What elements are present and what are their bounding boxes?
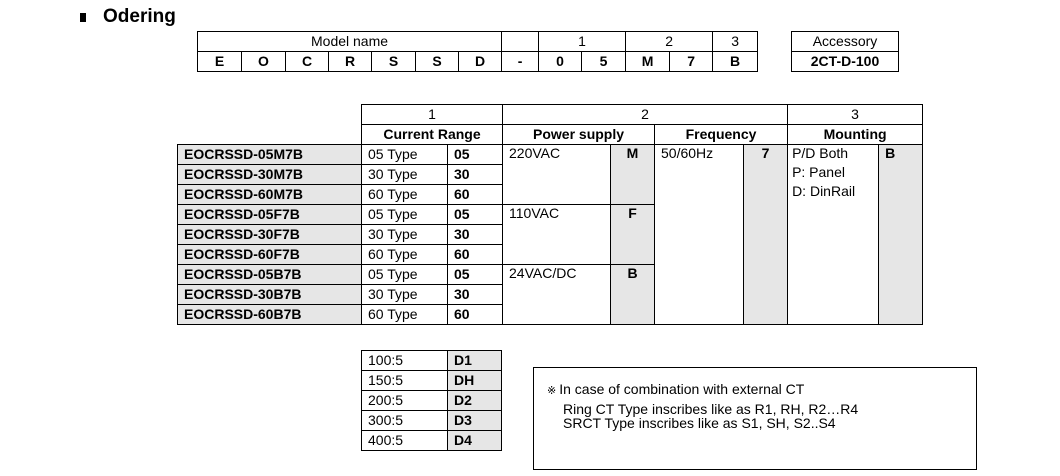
mounting-header: Mounting xyxy=(788,125,923,145)
model-group-3-header: 3 xyxy=(713,32,758,52)
accessory-header: Accessory xyxy=(792,32,899,52)
type-label: 30 Type xyxy=(362,285,448,305)
power-label: 24VAC/DC xyxy=(503,265,611,325)
ordering-heading xyxy=(80,6,176,28)
external-ct-note xyxy=(533,367,977,470)
power-label: 110VAC xyxy=(503,205,611,265)
type-code: 05 xyxy=(448,145,503,165)
model-group-1-header: 1 xyxy=(539,32,626,52)
model-code-char: S xyxy=(416,52,459,72)
type-label: 60 Type xyxy=(362,185,448,205)
model-code-char: B xyxy=(713,52,758,72)
spec-table xyxy=(177,104,923,325)
mounting-options xyxy=(788,145,879,325)
model-code-char: - xyxy=(502,52,539,72)
model-code-char: 0 xyxy=(539,52,582,72)
model-cell: EOCRSSD-05F7B xyxy=(178,205,362,225)
type-label: 30 Type xyxy=(362,165,448,185)
note-line-3: SRCT Type inscribes like as S1, SH, S2..S4 xyxy=(563,415,836,431)
power-code: M xyxy=(611,145,655,205)
model-cell: EOCRSSD-30B7B xyxy=(178,285,362,305)
type-code: 30 xyxy=(448,165,503,185)
spec-empty-corner xyxy=(178,125,362,145)
model-cell: EOCRSSD-05M7B xyxy=(178,145,362,165)
type-label: 30 Type xyxy=(362,225,448,245)
ct-ratio: 300:5 xyxy=(362,411,448,431)
ct-ratio: 150:5 xyxy=(362,371,448,391)
spec-group-3: 3 xyxy=(788,105,923,125)
model-code-char: 5 xyxy=(582,52,626,72)
current-range-header: Current Range xyxy=(362,125,503,145)
mounting-option: P: Panel xyxy=(792,164,845,180)
frequency-code: 7 xyxy=(744,145,788,325)
frequency-label: 50/60Hz xyxy=(655,145,744,325)
accessory-table xyxy=(791,31,899,72)
ct-ratio-table xyxy=(361,350,502,451)
note-line-2: Ring CT Type inscribes like as R1, RH, R2…R4 xyxy=(563,401,859,417)
type-label: 05 Type xyxy=(362,265,448,285)
type-code: 05 xyxy=(448,265,503,285)
note-text: In case of combination with external CT xyxy=(559,381,805,397)
model-code-char: D xyxy=(459,52,502,72)
model-group-2-header: 2 xyxy=(626,32,713,52)
type-code: 30 xyxy=(448,285,503,305)
model-name-table xyxy=(197,31,758,72)
spec-empty-corner xyxy=(178,105,362,125)
model-cell: EOCRSSD-60B7B xyxy=(178,305,362,325)
ct-ratio: 400:5 xyxy=(362,431,448,451)
type-label: 05 Type xyxy=(362,205,448,225)
model-cell: EOCRSSD-30M7B xyxy=(178,165,362,185)
type-code: 60 xyxy=(448,305,503,325)
ct-ratio: 200:5 xyxy=(362,391,448,411)
mounting-option: P/D Both xyxy=(792,145,849,161)
type-code: 30 xyxy=(448,225,503,245)
model-cell: EOCRSSD-60M7B xyxy=(178,185,362,205)
power-code: F xyxy=(611,205,655,265)
type-code: 60 xyxy=(448,245,503,265)
ct-code: D3 xyxy=(448,411,502,431)
type-code: 60 xyxy=(448,185,503,205)
model-code-char: 7 xyxy=(670,52,713,72)
model-code-char: S xyxy=(372,52,416,72)
mounting-option: D: DinRail xyxy=(792,183,856,199)
type-label: 60 Type xyxy=(362,245,448,265)
note-line-1 xyxy=(547,382,804,399)
model-code-char: M xyxy=(626,52,670,72)
model-cell: EOCRSSD-05B7B xyxy=(178,265,362,285)
ct-ratio: 100:5 xyxy=(362,351,448,371)
frequency-header: Frequency xyxy=(655,125,788,145)
spec-group-1: 1 xyxy=(362,105,503,125)
ct-code: D1 xyxy=(448,351,502,371)
ct-code: D4 xyxy=(448,431,502,451)
model-cell: EOCRSSD-30F7B xyxy=(178,225,362,245)
model-code-char: C xyxy=(286,52,329,72)
ct-code: DH xyxy=(448,371,502,391)
accessory-value: 2CT-D-100 xyxy=(792,52,899,72)
reference-mark-icon: ※ xyxy=(547,385,557,397)
square-bullet-icon xyxy=(80,13,86,22)
mounting-code: B xyxy=(879,145,923,325)
ct-code: D2 xyxy=(448,391,502,411)
heading-title: Odering xyxy=(103,6,176,27)
model-dash-header xyxy=(502,32,539,52)
type-label: 60 Type xyxy=(362,305,448,325)
power-code: B xyxy=(611,265,655,325)
model-code-char: O xyxy=(242,52,286,72)
type-label: 05 Type xyxy=(362,145,448,165)
model-code-char: R xyxy=(329,52,372,72)
model-name-header: Model name xyxy=(198,32,502,52)
model-cell: EOCRSSD-60F7B xyxy=(178,245,362,265)
model-code-char: E xyxy=(198,52,242,72)
type-code: 05 xyxy=(448,205,503,225)
power-label: 220VAC xyxy=(503,145,611,205)
spec-group-2: 2 xyxy=(503,105,788,125)
power-supply-header: Power supply xyxy=(503,125,655,145)
